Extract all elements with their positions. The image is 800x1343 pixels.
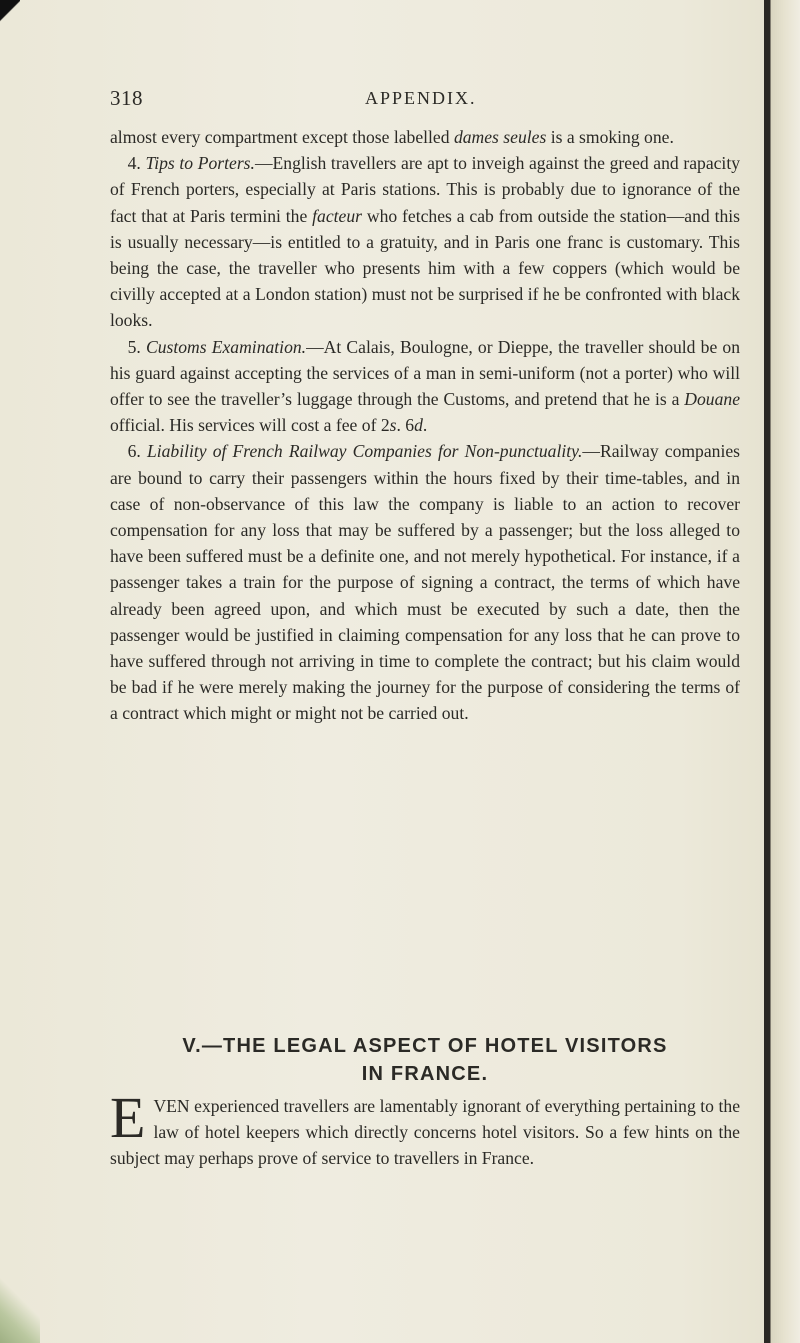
item-5-text-a: —At Calais, Boulogne, or Dieppe, the traveller should be on his guard against accepting the services of a man in semi-uniform (not a porter) who will offer to see the traveller’s luggage through the Customs, and pretend that he is a — [110, 336, 741, 410]
section-heading-line-2: IN FRANCE. — [361, 1063, 489, 1085]
item-4-italic: facteur — [312, 205, 362, 226]
continued-end: is a smoking one. — [546, 127, 674, 147]
page-corner-stain — [0, 1273, 40, 1343]
item-5-pence: d — [414, 415, 423, 436]
page-header — [110, 86, 740, 116]
item-6-title: Liability of French Railway Companies for Non-punctuality. — [146, 441, 583, 462]
running-head: APPENDIX. — [365, 88, 477, 108]
item-5-number: 5. — [127, 336, 146, 357]
drop-cap: E — [110, 1085, 146, 1150]
item-5-shilling: s — [389, 415, 397, 436]
section-lead-word: VEN — [153, 1096, 190, 1116]
section-heading-line-1: V.—THE LEGAL ASPECT OF HOTEL VISITORS — [182, 1035, 668, 1057]
continued-italic: dames seules — [453, 127, 547, 147]
page-number: 318 — [110, 86, 143, 110]
page-binding-edge — [764, 0, 800, 1343]
section-body — [110, 1085, 740, 1172]
item-4 — [110, 150, 740, 333]
item-6 — [110, 438, 740, 726]
item-4-text-a: —English travellers are apt to inveigh against the greed and rapacity of French porters, especially at Paris stations. This is probably due to ignorance of the fact that at Paris termini the — [110, 153, 741, 226]
continued-paragraph — [110, 124, 740, 150]
section-heading — [110, 1032, 740, 1088]
item-5-text-c: . 6 — [396, 415, 415, 436]
item-5-italic: Douane — [684, 389, 740, 410]
continued-text: almost every compartment except those labelled — [110, 127, 454, 147]
item-4-title: Tips to Porters. — [145, 153, 255, 174]
item-4-number: 4. — [127, 153, 146, 174]
page-corner-shadow — [0, 0, 20, 22]
section-text: experienced travellers are lamentably ignorant of everything pertaining to the law of hotel keepers which directly concerns hotel visitors. So a few hints on the subject may perhaps prove of service to travellers in France. — [110, 1096, 740, 1169]
item-4-text-b: who fetches a cab from outside the station—and this is usually necessary—is entitled to a gratuity, and in Paris one franc is customary. This being the case, the traveller who presents him with a few coppers (which would be civilly accepted at a London station) must not be surprised if he be confronted with black looks. — [110, 205, 740, 331]
item-6-number: 6. — [127, 441, 147, 462]
item-5 — [110, 334, 740, 439]
item-5-text-e: . — [422, 415, 428, 436]
section-paragraph — [110, 1085, 740, 1172]
item-6-text: —Railway companies are bound to carry their passengers within the hours fixed by their time-tables, and in case of non-observance of this law the company is liable to an action to recover compensation for any loss that may be suffered by a passenger; but the loss alleged to have been suffered must be a definite one, and not merely hypothetical. For instance, if a passenger takes a train for the purpose of signing a contract, the terms of which have already been agreed upon, and which must be executed by such a date, then the passenger would be justified in claiming compensation for any loss that he can prove to have suffered through not arriving in time to complete the contract; but his claim would be bad if he were merely making the journey for the purpose of considering the terms of a contract which might or might not be carried out. — [110, 441, 740, 724]
item-5-text-b: official. His services will cost a fee of 2 — [110, 415, 390, 436]
item-5-title: Customs Examination. — [145, 336, 307, 357]
body-text — [110, 124, 740, 727]
